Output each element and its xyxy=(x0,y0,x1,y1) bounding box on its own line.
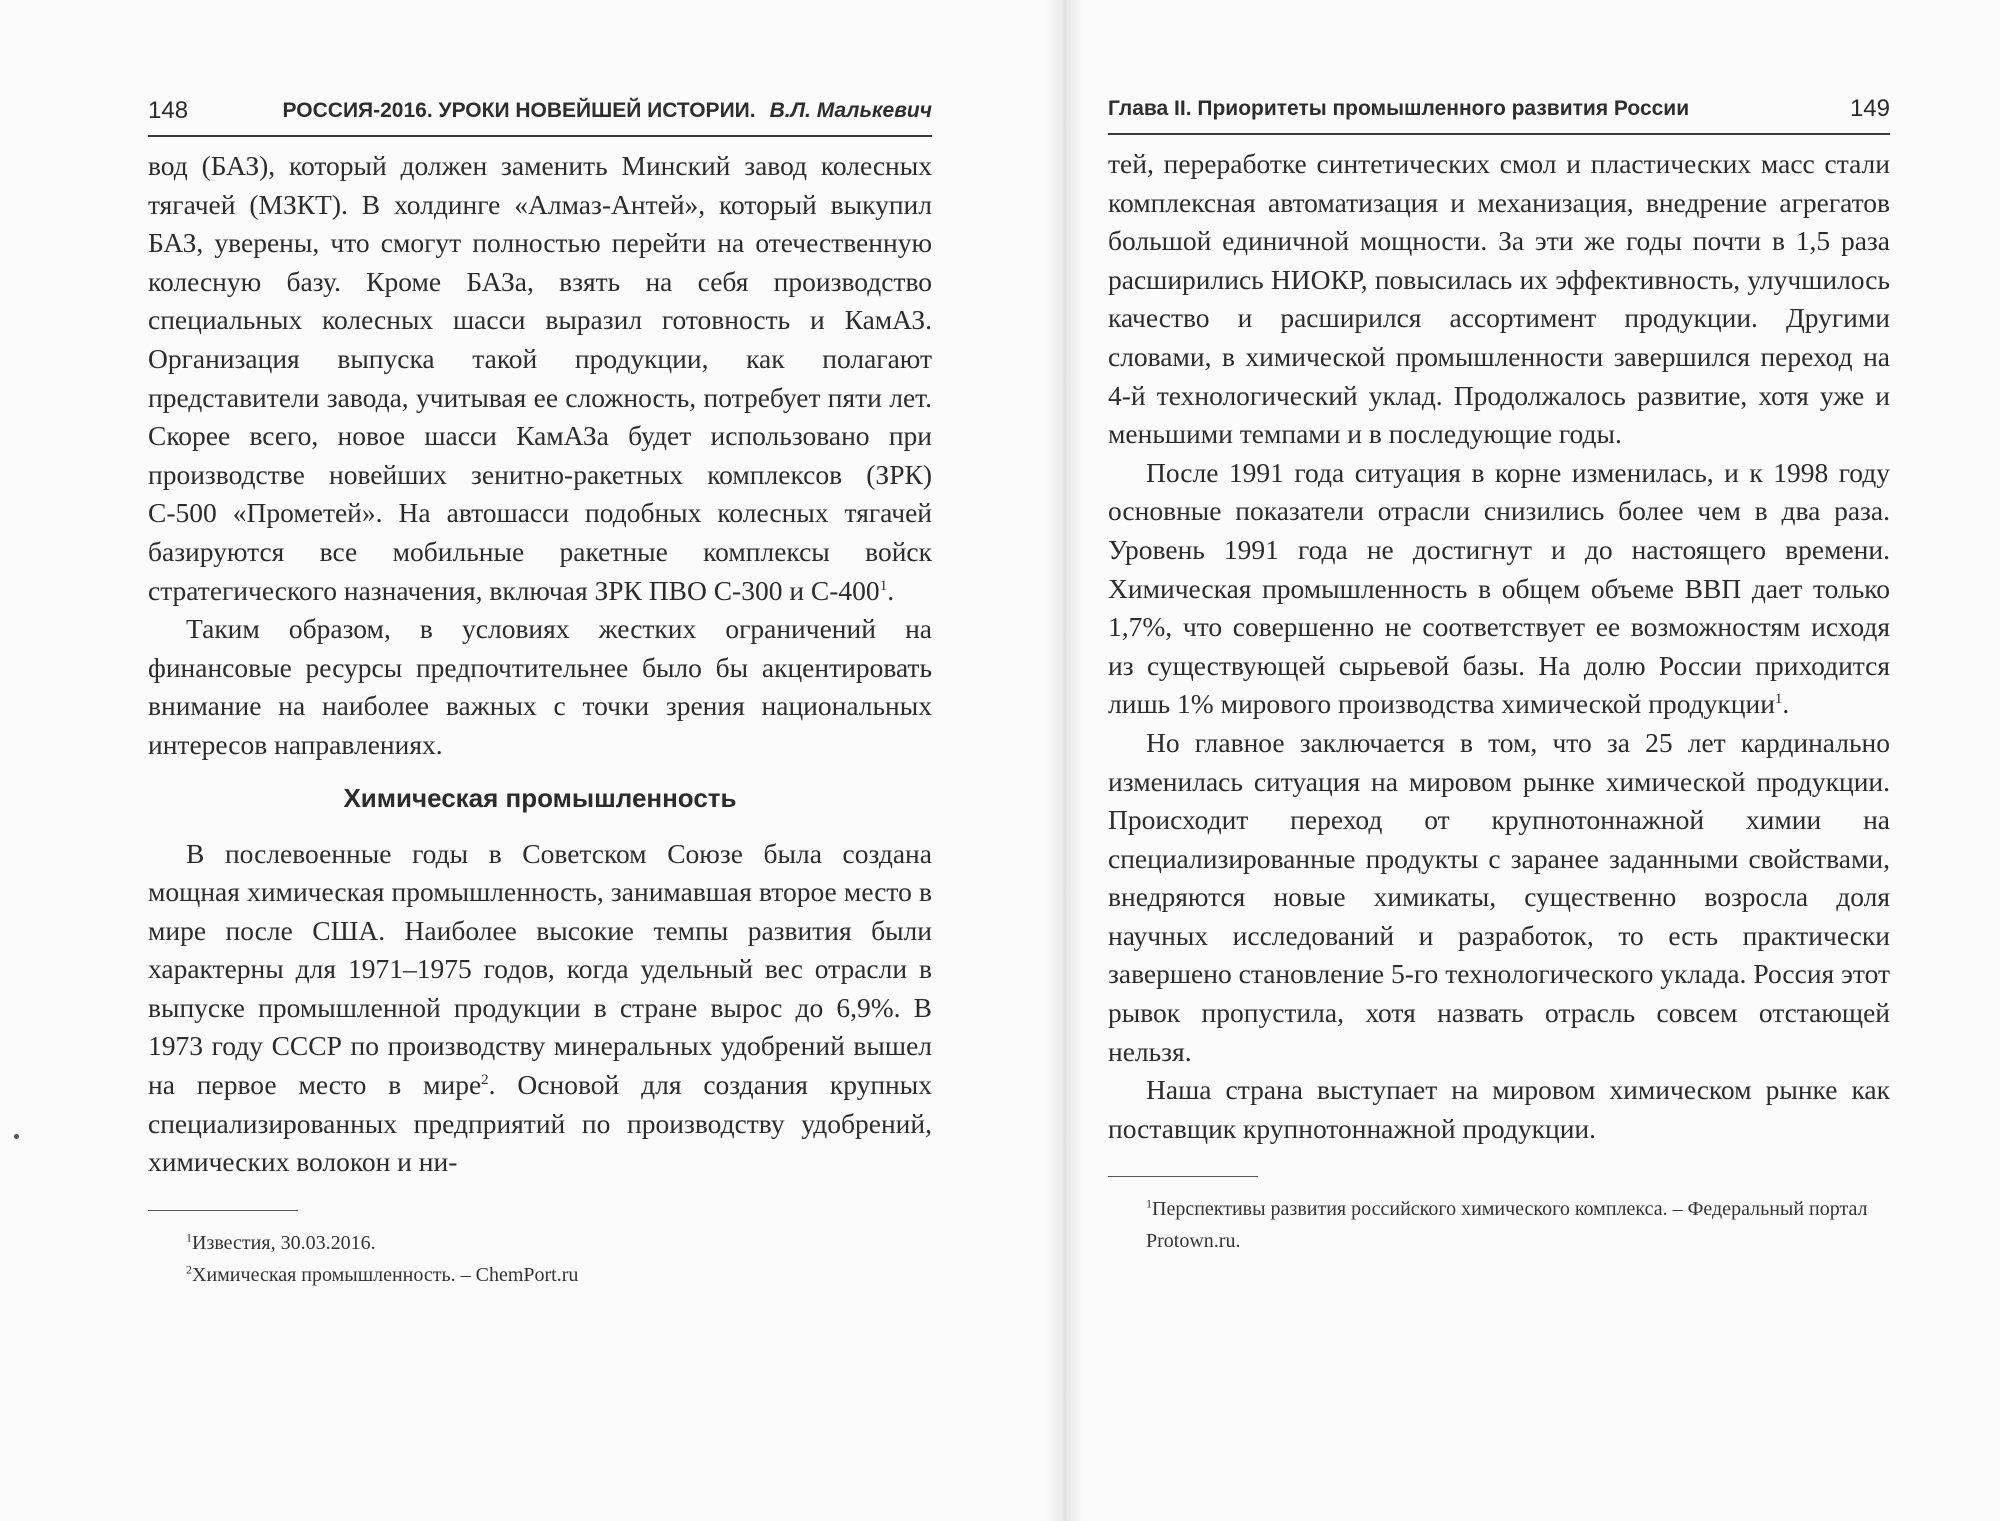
footnote-ref: 2 xyxy=(481,1071,489,1088)
paragraph: Но главное заключается в том, что за 25 лет кардинально изменилась ситуация на мировом рынке химической продукции. Происходит переход от крупнотоннажной химии на специализированные продукты с заранее заданными свойствами, внедряются новые химикаты, существенно возросла доля научных исследований и разработок, то есть практически завершено становление 5-го технологического уклада. Россия этот рывок пропустила, хотя назвать отрасль совсем отстающей нельзя. xyxy=(1108,726,1890,1067)
chapter-title: Глава II. Приоритеты промышленного развития России xyxy=(1108,97,1690,120)
book-title: РОССИЯ-2016. УРОКИ НОВЕЙШЕЙ ИСТОРИИ. xyxy=(282,99,756,122)
scan-speck xyxy=(14,1134,19,1139)
paragraph: вод (БАЗ), который должен заменить Минский завод колесных тягачей (МЗКТ). В холдинге «Алмаз-Антей», который выкупил БАЗ, уверены, что смогут полностью перейти на отечественную колесную базу. Кроме БАЗа, взять на себя производство специальных колесных шасси выразил готовность и КамАЗ. Организация выпуска такой продукции, как полагают представители завода, учитывая ее сложность, потребует пяти лет. Скорее всего, новое шасси КамАЗа будет использовано при производстве новейших зенитно-ракетных комплексов (ЗРК) С-500 «Прометей». На автошасси подобных колесных тягачей базируются все мобильные ракетные комплексы войск стратегического назначения, включая ЗРК ПВО С-300 и $С-400^1$. xyxy=(148,150,932,606)
right-footnotes xyxy=(1108,1193,1890,1257)
footnote-divider xyxy=(1108,1176,1258,1177)
footnote-number: 2 xyxy=(186,1262,192,1277)
right-page xyxy=(1108,93,1890,1257)
left-page-number: 148 xyxy=(148,97,189,124)
paragraph-text: В послевоенные годы в Советском Союзе была создана мощная химическая промышленность, занимавшая второе место в мире после США. Наиболее высокие темпы развития были характерны для 1971–1975 годов, когда удельный вес отрасли в выпуске промышленной продукции в стране вырос до 6,9%. В 1973 году СССР по производству минеральных удобрений вышел на первое место в мире xyxy=(148,837,932,1101)
footnote-number: 1 xyxy=(186,1230,192,1245)
left-running-title xyxy=(283,99,932,123)
footnote-number: 1 xyxy=(1146,1196,1152,1211)
left-footnotes xyxy=(148,1227,932,1291)
left-page xyxy=(148,95,932,1291)
paragraph: Наша страна выступает на мировом химическом рынке как поставщик крупнотоннажной продукции. xyxy=(1108,1074,1890,1144)
book-author: В.Л. Малькевич xyxy=(769,99,932,122)
paragraph-text: . Основой для создания крупных специализированных предприятий по производству удобрений, химических волокон и ни- xyxy=(148,1069,932,1178)
footnote-text: Химическая промышленность. – ChemPort.ru xyxy=(192,1263,579,1286)
footnote xyxy=(148,1227,932,1259)
right-page-header xyxy=(1108,93,1890,135)
footnote-text: Известия, 30.03.2016. xyxy=(192,1231,376,1254)
left-page-header xyxy=(148,95,932,137)
footnote xyxy=(1108,1193,1890,1257)
paragraph: тей, переработке синтетических смол и пластических масс стали комплексная автоматизация и механизация, внедрение агрегатов большой единичной мощности. За эти же годы почти в 1,5 раза расширились НИОКР, повысилась их эффективность, улучшилось качество и расширился ассортимент продукции. Другими словами, в химической промышленности завершился переход на 4-й технологический уклад. Продолжалось развитие, хотя уже и меньшими темпами и в последующие годы. xyxy=(1108,148,1890,450)
paragraph-text: После 1991 года ситуация в корне изменилась, и к 1998 году основные показатели отрасли снизились более чем в два раза. Уровень 1991 года не достигнут и до настоящего времени. Химическая промышленность в общем объеме ВВП дает только 1,7%, что совершенно не соответствует ее возможностям исходя из существующей сырьевой базы. На долю России приходится лишь 1% мирового производства химической продукции xyxy=(1108,456,1890,720)
paragraph xyxy=(148,835,932,1182)
paragraph-text: вод (БАЗ), который должен заменить Минский завод колесных тягачей (МЗКТ). В холдинге «Алмаз-Антей», который выкупил БАЗ, уверены, что смогут полностью перейти на отечественную колесную базу. Кроме БАЗа, взять на себя производство специальных колесных шасси выразил готовность и КамАЗ. Организация выпуска такой продукции, как полагают представители завода, учитывая ее сложность, потребует пяти лет. Скорее всего, новое шасси КамАЗа будет использовано при производстве новейших зенитно-ракетных комплексов (ЗРК) С-500 «Прометей». На автошасси подобных колесных тягачей базируются все мобильные ракетные комплексы войск стратегического назначения, включая ЗРК ПВО С-300 и С-400 xyxy=(148,150,932,606)
section-heading: Химическая промышленность xyxy=(343,782,737,813)
footnote-text: Перспективы развития российского химического комплекса. – Федеральный портал Protown.ru. xyxy=(1146,1198,1868,1253)
paragraph: Таким образом, в условиях жестких ограничений на финансовые ресурсы предпочтительнее было бы акцентировать внимание на наиболее важных с точки зрения национальных интересов направлениях. xyxy=(148,613,932,760)
right-body xyxy=(1108,145,1890,1148)
footnote xyxy=(148,1259,932,1291)
footnote-ref: 1 xyxy=(1774,691,1783,708)
right-page-number: 149 xyxy=(1849,95,1890,122)
paragraph: После 1991 года ситуация в корне изменилась, и к 1998 году основные показатели отрасли снизились более чем в два раза. Уровень 1991 года не достигнут и до настоящего времени. Химическая промышленность в общем объеме ВВП дает только 1,7%, что совершенно не соответствует ее возможностям исходя из существующей сырьевой базы. На долю России приходится лишь 1% мирового производства химической продукции$^1$. xyxy=(1108,456,1890,720)
footnote-divider xyxy=(148,1210,298,1211)
footnote-ref: 1 xyxy=(879,577,888,594)
book-gutter xyxy=(1045,0,1085,1521)
left-body xyxy=(148,147,932,1182)
